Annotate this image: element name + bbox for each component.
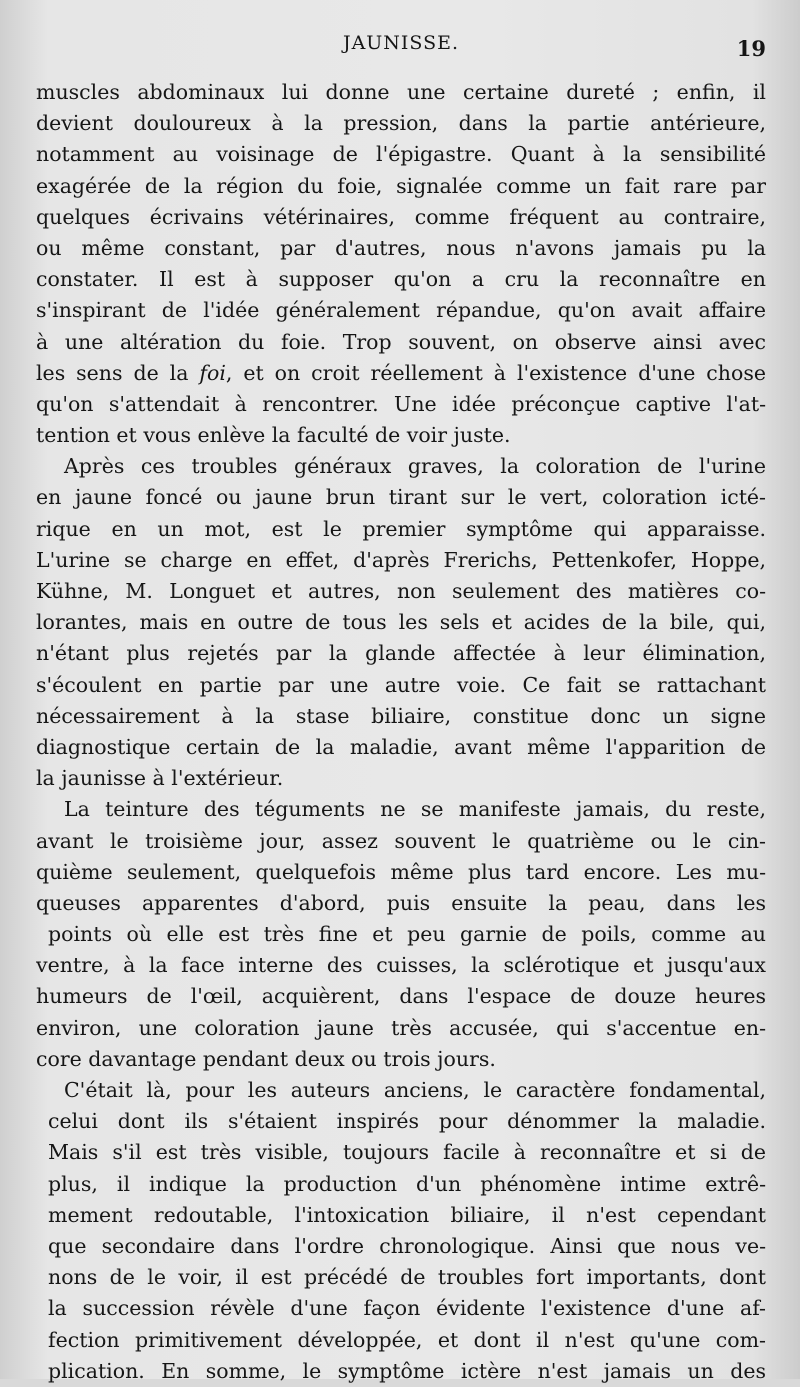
text-line: ou même constant, par d'autres, nous n'avons jamais pu la — [36, 235, 766, 260]
page-header — [36, 32, 766, 66]
text-line: mement redoutable, l'intoxication biliaire, il n'est cependant — [48, 1202, 766, 1227]
text-line: rique en un mot, est le premier symptôme qui apparaisse. — [36, 516, 766, 541]
text-line: à une altération du foie. Trop souvent, on observe ainsi avec — [36, 329, 766, 354]
text-line: n'étant plus rejetés par la glande affectée à leur élimination, — [36, 641, 766, 666]
page-number: 19 — [736, 36, 766, 61]
text-line: que secondaire dans l'ordre chronologique. Ainsi que nous ve- — [48, 1233, 766, 1258]
text-line: la succession révèle d'une façon évidente l'existence d'une af- — [48, 1296, 766, 1321]
text-line: Kühne, M. Longuet et autres, non seulement des matières co- — [36, 579, 766, 603]
text-line: nons de le voir, il est précédé de troubles fort importants, dont — [48, 1265, 766, 1290]
text-line: devient douloureux à la pression, dans la partie antérieure, — [36, 111, 766, 136]
text-line: points où elle est très fine et peu garnie de poils, comme au — [48, 922, 766, 947]
text-line: la jaunisse à l'extérieur. — [36, 766, 284, 791]
text-line: queuses apparentes d'abord, puis ensuite la peau, dans les — [36, 890, 766, 915]
text-line: qu'on s'attendait à rencontrer. Une idée préconçue captive l'at- — [36, 391, 766, 416]
text-line: quième seulement, quelquefois même plus tard encore. Les mu- — [36, 859, 766, 884]
text-line: quelques écrivains vétérinaires, comme fréquent au contraire, — [36, 204, 766, 229]
text-line: plication. En somme, le symptôme ictère n'est jamais un des — [48, 1358, 766, 1383]
text-line: les sens de la foi, et on croit réellement à l'existence d'une chose — [36, 360, 766, 385]
text-line: C'était là, pour les auteurs anciens, le caractère fondamental, — [64, 1078, 766, 1102]
text-line: exagérée de la région du foie, signalée comme un fait rare par — [36, 173, 766, 198]
text-line: La teinture des téguments ne se manifeste jamais, du reste, — [64, 797, 766, 822]
running-title: JAUNISSE. — [342, 32, 460, 54]
text-line: muscles abdominaux lui donne une certaine dureté ; enfin, il — [36, 80, 766, 104]
text-line: tention et vous enlève la faculté de voir juste. — [36, 423, 511, 448]
text-line: constater. Il est à supposer qu'on a cru la reconnaître en — [36, 267, 766, 292]
text-line: Mais s'il est très visible, toujours facile à reconnaître et si de — [48, 1140, 766, 1165]
emphasized-word: foi — [199, 360, 226, 385]
text-line: plus, il indique la production d'un phénomène intime extrê- — [48, 1171, 766, 1196]
text-line: lorantes, mais en outre de tous les sels et acides de la bile, qui, — [36, 610, 766, 635]
text-line: avant le troisième jour, assez souvent le quatrième ou le cin- — [36, 828, 766, 853]
text-line: s'écoulent en partie par une autre voie. Ce fait se rattachant — [36, 672, 766, 697]
text-line: notamment au voisinage de l'épigastre. Quant à la sensibilité — [36, 142, 766, 167]
text-line: s'inspirant de l'idée généralement répandue, qu'on avait affaire — [36, 298, 766, 323]
text-line: Après ces troubles généraux graves, la coloration de l'urine — [64, 454, 766, 479]
text-line: humeurs de l'œil, acquièrent, dans l'espace de douze heures — [36, 984, 766, 1009]
text-line: nécessairement à la stase biliaire, constitue donc un signe — [36, 703, 766, 728]
text-line: diagnostique certain de la maladie, avant même l'apparition de — [36, 734, 766, 759]
text-line: fection primitivement développée, et dont il n'est qu'une com- — [48, 1327, 766, 1352]
text-line: en jaune foncé ou jaune brun tirant sur le vert, coloration icté- — [36, 485, 766, 510]
text-line: core davantage pendant deux ou trois jours. — [36, 1046, 496, 1071]
text-line: environ, une coloration jaune très accusée, qui s'accentue en- — [36, 1015, 766, 1040]
text-line: celui dont ils s'étaient inspirés pour dénommer la maladie. — [48, 1109, 766, 1134]
body-text — [36, 77, 766, 1387]
text-line: ventre, à la face interne des cuisses, la sclérotique et jusqu'aux — [36, 953, 766, 978]
text-line: L'urine se charge en effet, d'après Frerichs, Pettenkofer, Hoppe, — [36, 547, 766, 572]
